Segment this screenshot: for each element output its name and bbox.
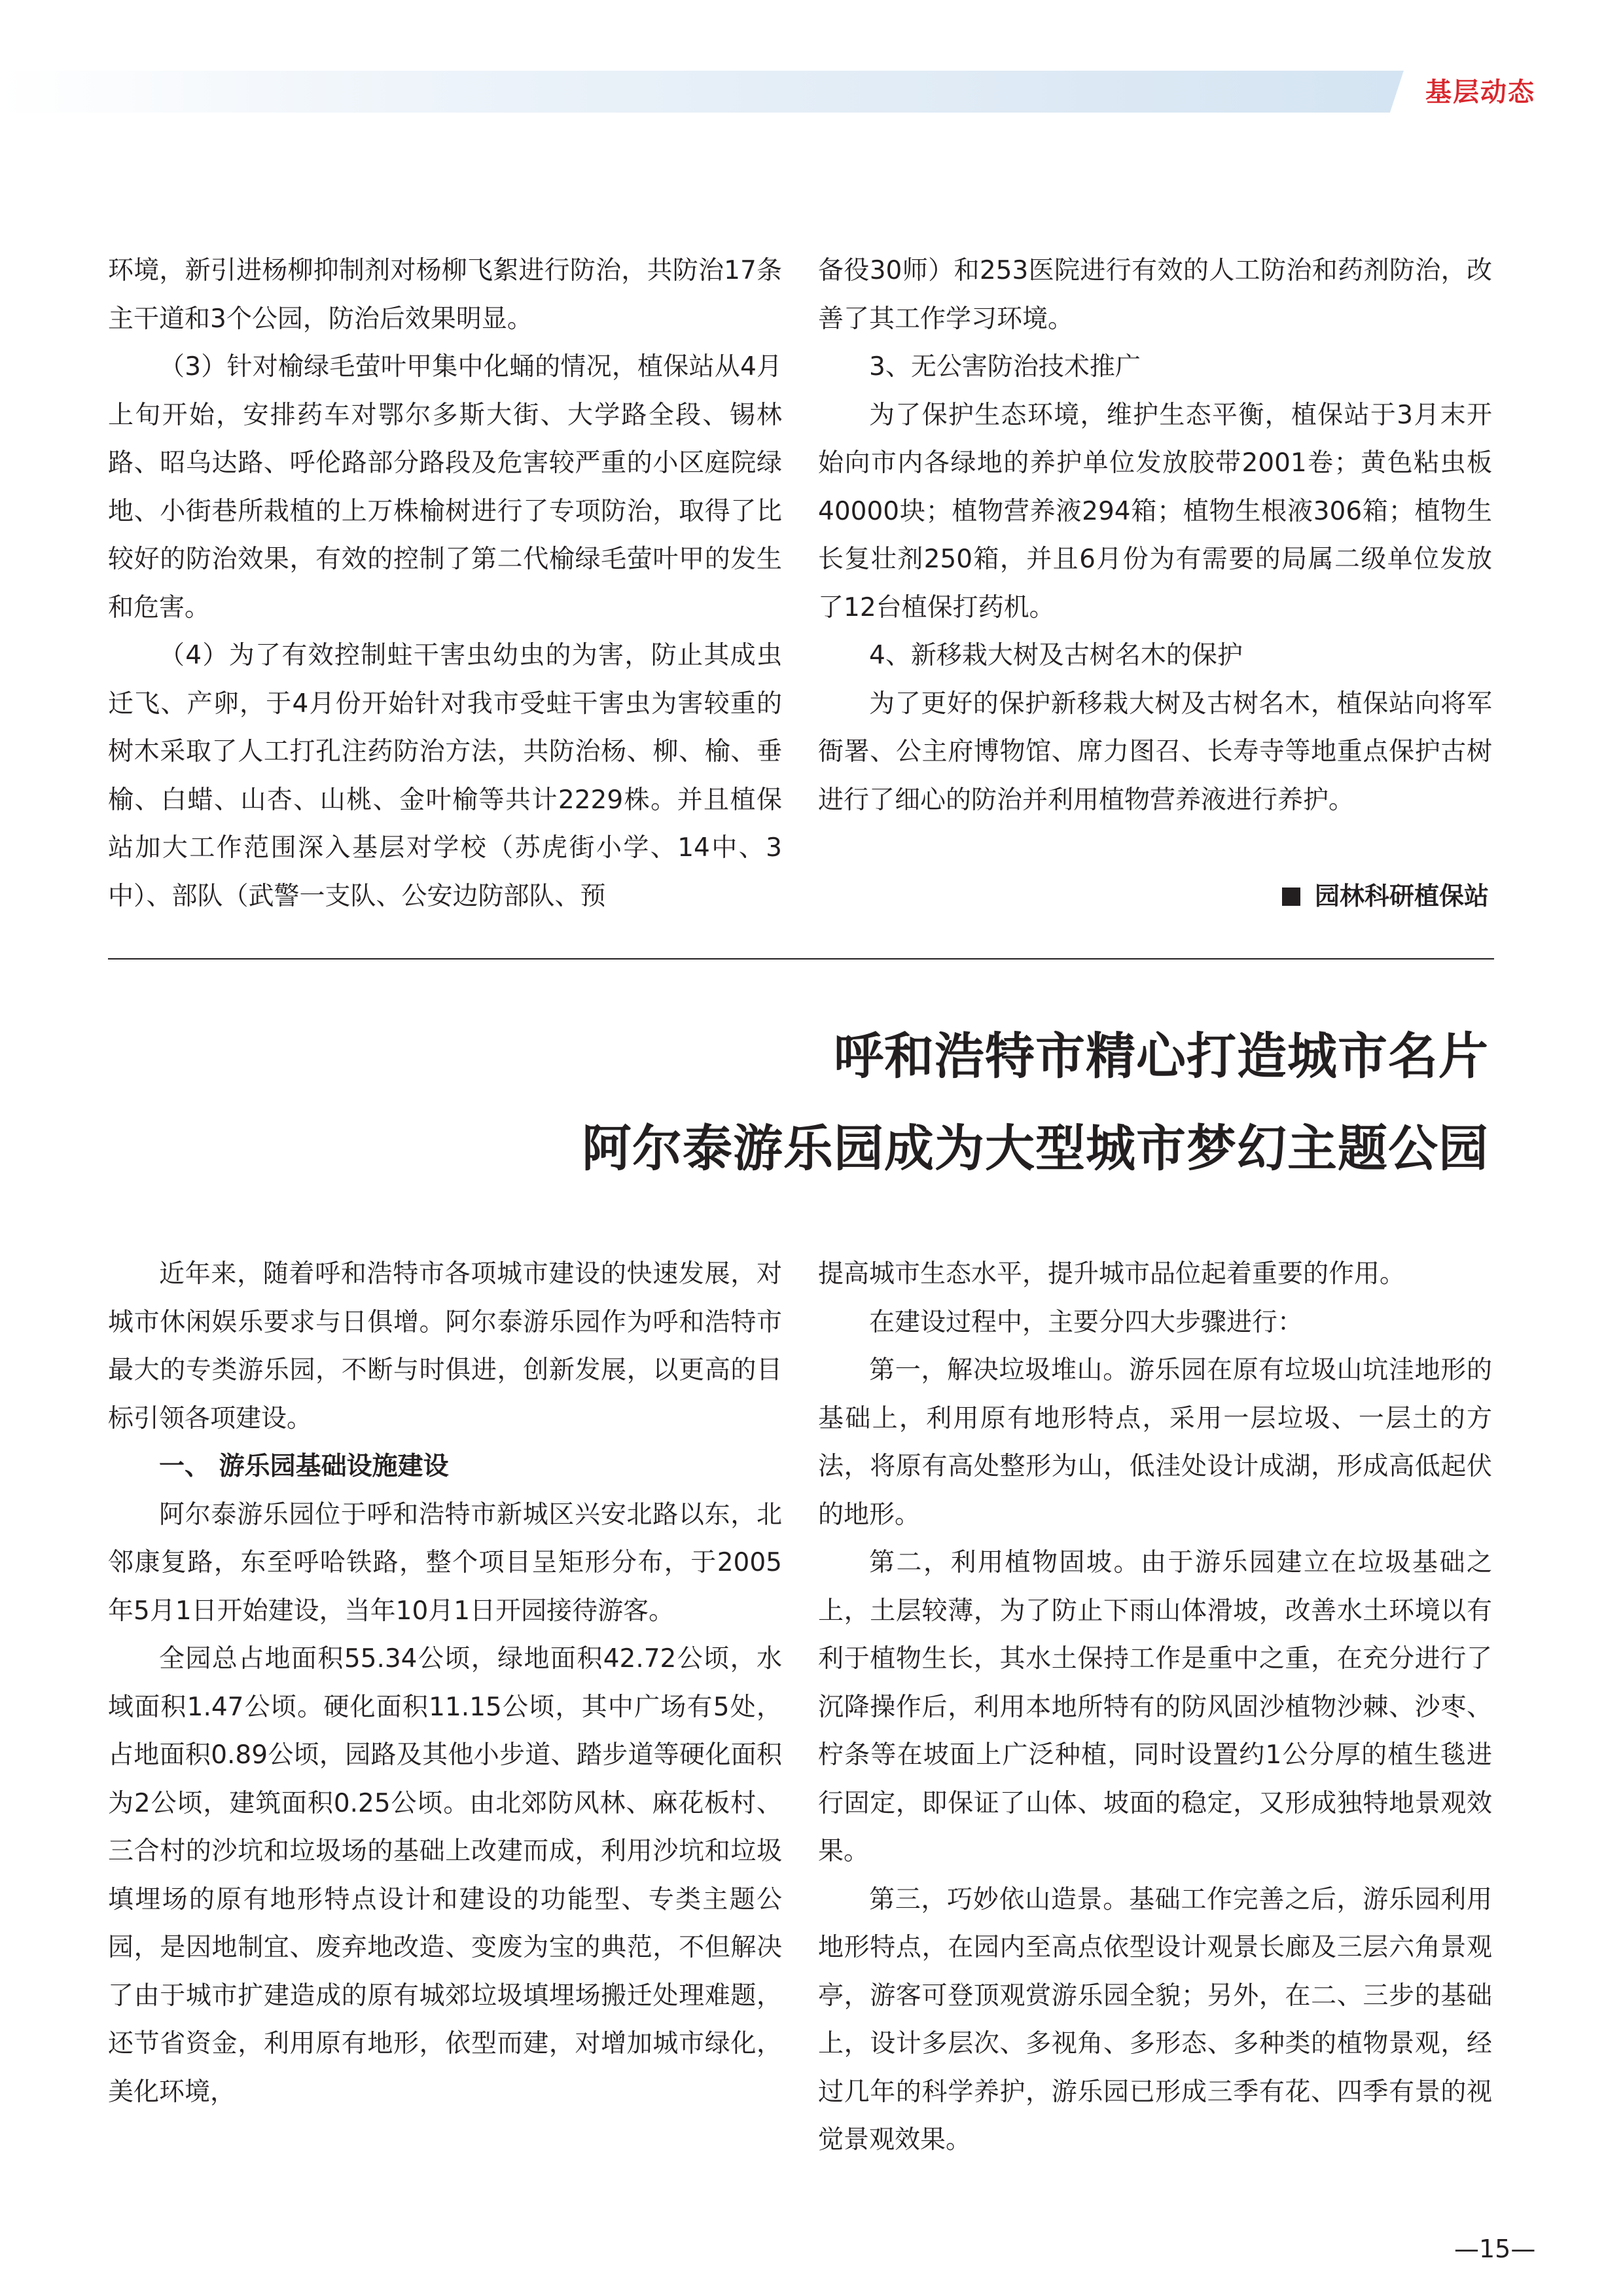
paragraph: （4）为了有效控制蛀干害虫幼虫的为害，防止其成虫迁飞、产卵，于4月份开始针对我市受蛀干害虫为害较重的树木采取了人工打孔注药防治方法，共防治杨、柳、榆、垂榆、白蜡、山杏、山桃、金叶榆等共计2229株。并且植保站加大工作范围深入基层对学校（苏虎街小学、14中、3中）、部队（武警一支队、公安边防部队、预 [108, 641, 782, 911]
paragraph: 第三，巧妙依山造景。基础工作完善之后，游乐园利用地形特点，在园内至高点依型设计观景长廊及三层六角景观亭，游客可登顶观赏游乐园全貌；另外，在二、三步的基础上，设计多层次、多视角、多形态、多种类的植物景观，经过几年的科学养护，游乐园已形成三季有花、四季有景的视觉景观效果。 [818, 1884, 1492, 2155]
byline-text: 园林科研植保站 [1314, 882, 1489, 910]
article-right-column [818, 1250, 1492, 2164]
article-title-line-1: 呼和浩特市精心打造城市名片 [834, 1027, 1489, 1085]
top-left-column [108, 247, 782, 920]
top-right-column [818, 247, 1492, 824]
section-heading: 一、 游乐园基础设施建设 [159, 1452, 449, 1481]
article-title-line-2: 阿尔泰游乐园成为大型城市梦幻主题公园 [582, 1119, 1489, 1177]
subheading: 4、新移栽大树及古树名木的保护 [869, 641, 1243, 670]
page-number: —15— [1454, 2234, 1536, 2263]
paragraph: 备役30师）和253医院进行有效的人工防治和药剂防治，改善了其工作学习环境。 [818, 256, 1492, 334]
paragraph: 环境，新引进杨柳抑制剂对杨柳飞絮进行防治，共防治17条主干道和3个公园，防治后效果明显。 [108, 256, 782, 334]
section-tag: 基层动态 [1425, 77, 1535, 107]
paragraph: 阿尔泰游乐园位于呼和浩特市新城区兴安北路以东，北邻康复路，东至呼哈铁路，整个项目呈矩形分布，于2005年5月1日开始建设，当年10月1日开园接待游客。 [108, 1499, 782, 1626]
paragraph: 全园总占地面积55.34公顷，绿地面积42.72公顷，水域面积1.47公顷。硬化面积11.15公顷，其中广场有5处，占地面积0.89公顷，园路及其他小步道、踏步道等硬化面积为2公顷，建筑面积0.25公顷。由北郊防风林、麻花板村、三合村的沙坑和垃圾场的基础上改建而成，利用沙坑和垃圾填埋场的原有地形特点设计和建设的功能型、专类主题公园，是因地制宜、废弃地改造、变废为宝的典范，不但解决了由于城市扩建造成的原有城郊垃圾填埋场搬迁处理难题，还节省资金，利用原有地形，依型而建，对增加城市绿化，美化环境， [108, 1644, 782, 2107]
paragraph: （3）针对榆绿毛萤叶甲集中化蛹的情况，植保站从4月上旬开始，安排药车对鄂尔多斯大街、大学路全段、锡林路、昭乌达路、呼伦路部分路段及危害较严重的小区庭院绿地、小街巷所栽植的上万株榆树进行了专项防治，取得了比较好的防治效果，有效的控制了第二代榆绿毛萤叶甲的发生和危害。 [108, 352, 782, 622]
square-bullet-icon [1282, 888, 1300, 906]
section-divider [108, 958, 1494, 960]
header-band [0, 71, 1623, 113]
subheading: 3、无公害防治技术推广 [869, 352, 1141, 382]
paragraph: 在建设过程中，主要分四大步骤进行： [869, 1307, 1304, 1337]
paragraph: 为了保护生态环境，维护生态平衡，植保站于3月末开始向市内各绿地的养护单位发放胶带2001卷；黄色粘虫板40000块；植物营养液294箱；植物生根液306箱；植物生长复壮剂250箱，并且6月份为有需要的局属二级单位发放了12台植保打药机。 [818, 400, 1492, 622]
paragraph: 第二，利用植物固坡。由于游乐园建立在垃圾基础之上，土层较薄，为了防止下雨山体滑坡，改善水土环境以有利于植物生长，其水土保持工作是重中之重，在充分进行了沉降操作后，利用本地所特有的防风固沙植物沙棘、沙枣、柠条等在坡面上广泛种植，同时设置约1公分厚的植生毯进行固定，即保证了山体、坡面的稳定，又形成独特地景观效果。 [818, 1548, 1492, 1866]
paragraph: 提高城市生态水平，提升城市品位起着重要的作用。 [818, 1259, 1406, 1289]
paragraph: 近年来，随着呼和浩特市各项城市建设的快速发展，对城市休闲娱乐要求与日俱增。阿尔泰游乐园作为呼和浩特市最大的专类游乐园，不断与时俱进，创新发展，以更高的目标引领各项建设。 [108, 1259, 782, 1433]
paragraph: 第一，解决垃圾堆山。游乐园在原有垃圾山坑洼地形的基础上，利用原有地形特点，采用一层垃圾、一层土的方法，将原有高处整形为山，低洼处设计成湖，形成高低起伏的地形。 [818, 1355, 1492, 1530]
article-left-column [108, 1250, 782, 2116]
byline [1282, 876, 1489, 916]
paragraph: 为了更好的保护新移栽大树及古树名木，植保站向将军衙署、公主府博物馆、席力图召、长寿寺等地重点保护古树进行了细心的防治并利用植物营养液进行养护。 [818, 689, 1492, 815]
